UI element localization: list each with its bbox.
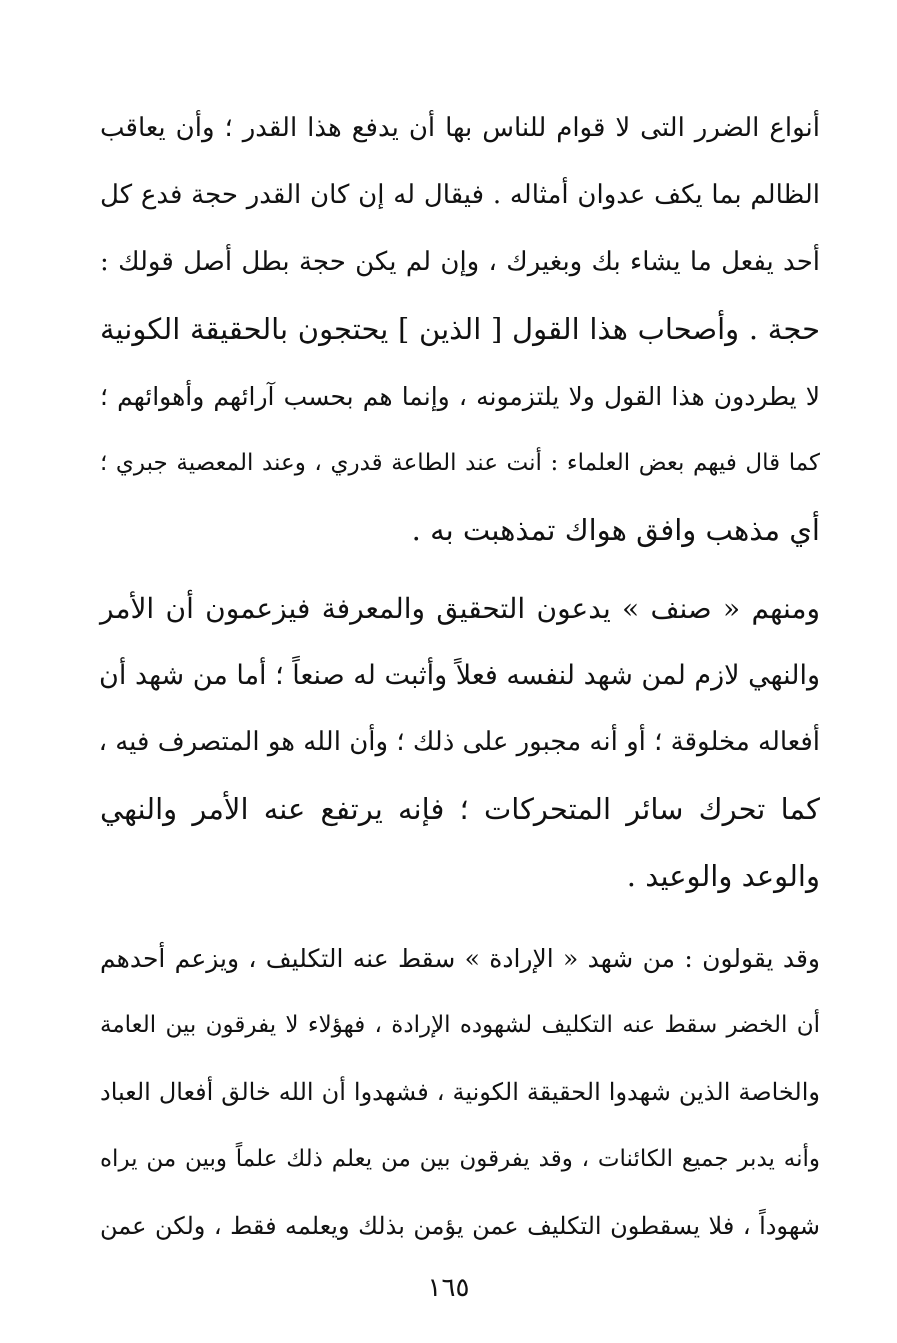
text-line: وأنه يدبر جميع الكائنات ، وقد يفرقون بين من يعلم ذلك علماً وبين من يراه <box>100 1146 820 1172</box>
text-line: كما تحرك سائر المتحركات ؛ فإنه يرتفع عنه الأمر والنهي <box>100 792 820 826</box>
text-line: حجة . وأصحاب هذا القول [ الذين ] يحتجون بالحقيقة الكونية <box>100 312 820 346</box>
text-line: والوعد والوعيد . <box>626 859 820 893</box>
text-line: وقد يقولون : من شهد « الإرادة » سقط عنه التكليف ، ويزعم أحدهم <box>100 944 820 973</box>
text-line: شهوداً ، فلا يسقطون التكليف عمن يؤمن بذلك ويعلمه فقط ، ولكن عمن <box>100 1212 820 1240</box>
text-line: أن الخضر سقط عنه التكليف لشهوده الإرادة ، فهؤلاء لا يفرقون بين العامة <box>100 1012 820 1038</box>
text-line: أنواع الضرر التى لا قوام للناس بها أن يدفع هذا القدر ؛ وأن يعاقب <box>100 113 820 143</box>
text-line: أفعاله مخلوقة ؛ أو أنه مجبور على ذلك ؛ وأن الله هو المتصرف فيه ، <box>98 727 820 757</box>
paragraph-2 <box>100 575 820 910</box>
text-line: ومنهم « صنف » يدعون التحقيق والمعرفة فيزعمون أن الأمر <box>100 592 820 625</box>
text-line: والنهي لازم لمن شهد لنفسه فعلاً وأثبت له صنعاً ؛ أما من شهد أن <box>99 660 820 691</box>
text-line: الظالم بما يكف عدوان أمثاله . فيقال له إن كان القدر حجة فدع كل <box>100 180 820 210</box>
paragraph-1 <box>100 95 820 564</box>
paragraph-3 <box>100 925 820 1260</box>
text-line: والخاصة الذين شهدوا الحقيقة الكونية ، فشهدوا أن الله خالق أفعال العباد <box>100 1078 820 1106</box>
text-line: أحد يفعل ما يشاء بك وبغيرك ، وإن لم يكن حجة بطل أصل قولك : <box>100 247 820 277</box>
page-number: ١٦٥ <box>427 1273 470 1303</box>
text-line: كما قال فيهم بعض العلماء : أنت عند الطاعة قدري ، وعند المعصية جبري ؛ <box>100 450 820 476</box>
text-line: لا يطردون هذا القول ولا يلتزمونه ، وإنما هم بحسب آرائهم وأهوائهم ؛ <box>100 382 820 411</box>
text-line: أي مذهب وافق هواك تمذهبت به . <box>411 513 820 547</box>
